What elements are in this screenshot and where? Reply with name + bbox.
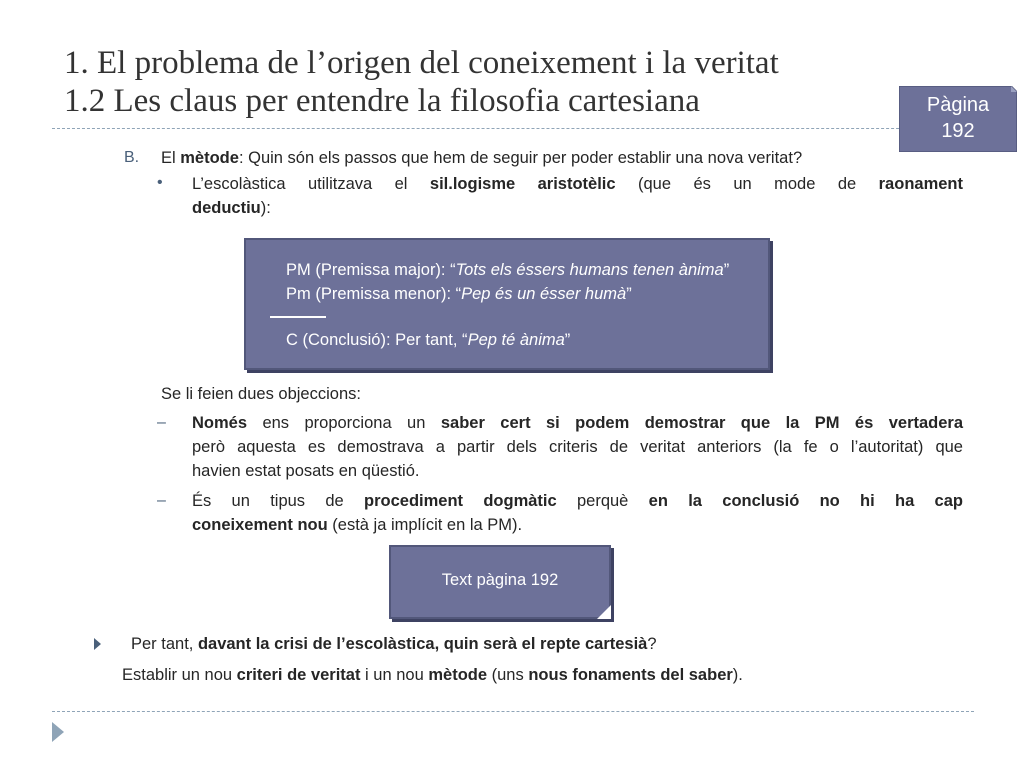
folded-corner	[597, 605, 611, 619]
final-answer: Establir un nou criteri de veritat i un nou mètode (uns nous fonaments del saber).	[122, 666, 743, 684]
objection2-line2: coneixement nou (està ja implícit en la PM).	[192, 516, 523, 534]
dash-marker: –	[157, 492, 166, 509]
slide-title	[64, 44, 964, 120]
text-page-button[interactable]	[389, 545, 611, 619]
arrow-bullet-icon	[94, 638, 101, 650]
minor-premise: Pm (Premissa menor): “Pep és un ésser humà”	[286, 285, 632, 303]
bullet-scholastic-line1: L’escolàstica utilitzava el sil.logisme aristotèlic (que és un mode de raonament	[192, 175, 963, 193]
objection2-line1: És un tipus de procediment dogmàtic perquè en la conclusió no hi ha cap	[192, 492, 963, 510]
final-question: Per tant, davant la crisi de l’escolàstica, quin serà el repte cartesià?	[131, 635, 657, 653]
method-term: mètode	[180, 149, 239, 167]
section-b-heading: El mètode: Quin són els passos que hem de seguir per poder establir una nova veritat?	[161, 149, 803, 167]
conclusion: C (Conclusió): Per tant, “Pep té ànima”	[286, 331, 571, 349]
slide-title-line2: 1.2 Les claus per entendre la filosofia cartesiana	[64, 83, 700, 119]
bullet-marker: •	[157, 174, 163, 191]
objection1-line1: Només ens proporciona un saber cert si podem demostrar que la PM és vertadera	[192, 414, 964, 432]
objection1-line3: havien estat posats en qüestió.	[192, 462, 420, 480]
badge-label: Pàgina	[926, 94, 990, 116]
major-premise: PM (Premissa major): “Tots els éssers humans tenen ànima”	[286, 261, 730, 279]
footer-divider	[52, 711, 974, 712]
title-divider	[52, 128, 974, 129]
slide-nav-arrow-icon[interactable]	[52, 722, 64, 742]
objection1-line2: però aquesta es demostrava a partir dels criteris de veritat anteriors (la fe o l’autoritat) que	[192, 438, 963, 456]
dash-marker: –	[157, 414, 166, 431]
slide-title-line1: 1. El problema de l’origen del coneixement i la veritat	[64, 45, 779, 81]
page-reference-badge	[899, 86, 1017, 152]
section-marker: B.	[124, 149, 140, 166]
text-page-button-label: Text pàgina 192	[441, 571, 559, 589]
bullet-scholastic-line2: deductiu):	[192, 199, 271, 217]
syllogism-box	[244, 238, 770, 370]
objections-intro: Se li feien dues objeccions:	[161, 385, 361, 403]
badge-page-number: 192	[941, 120, 975, 142]
conclusion-rule	[270, 316, 326, 318]
